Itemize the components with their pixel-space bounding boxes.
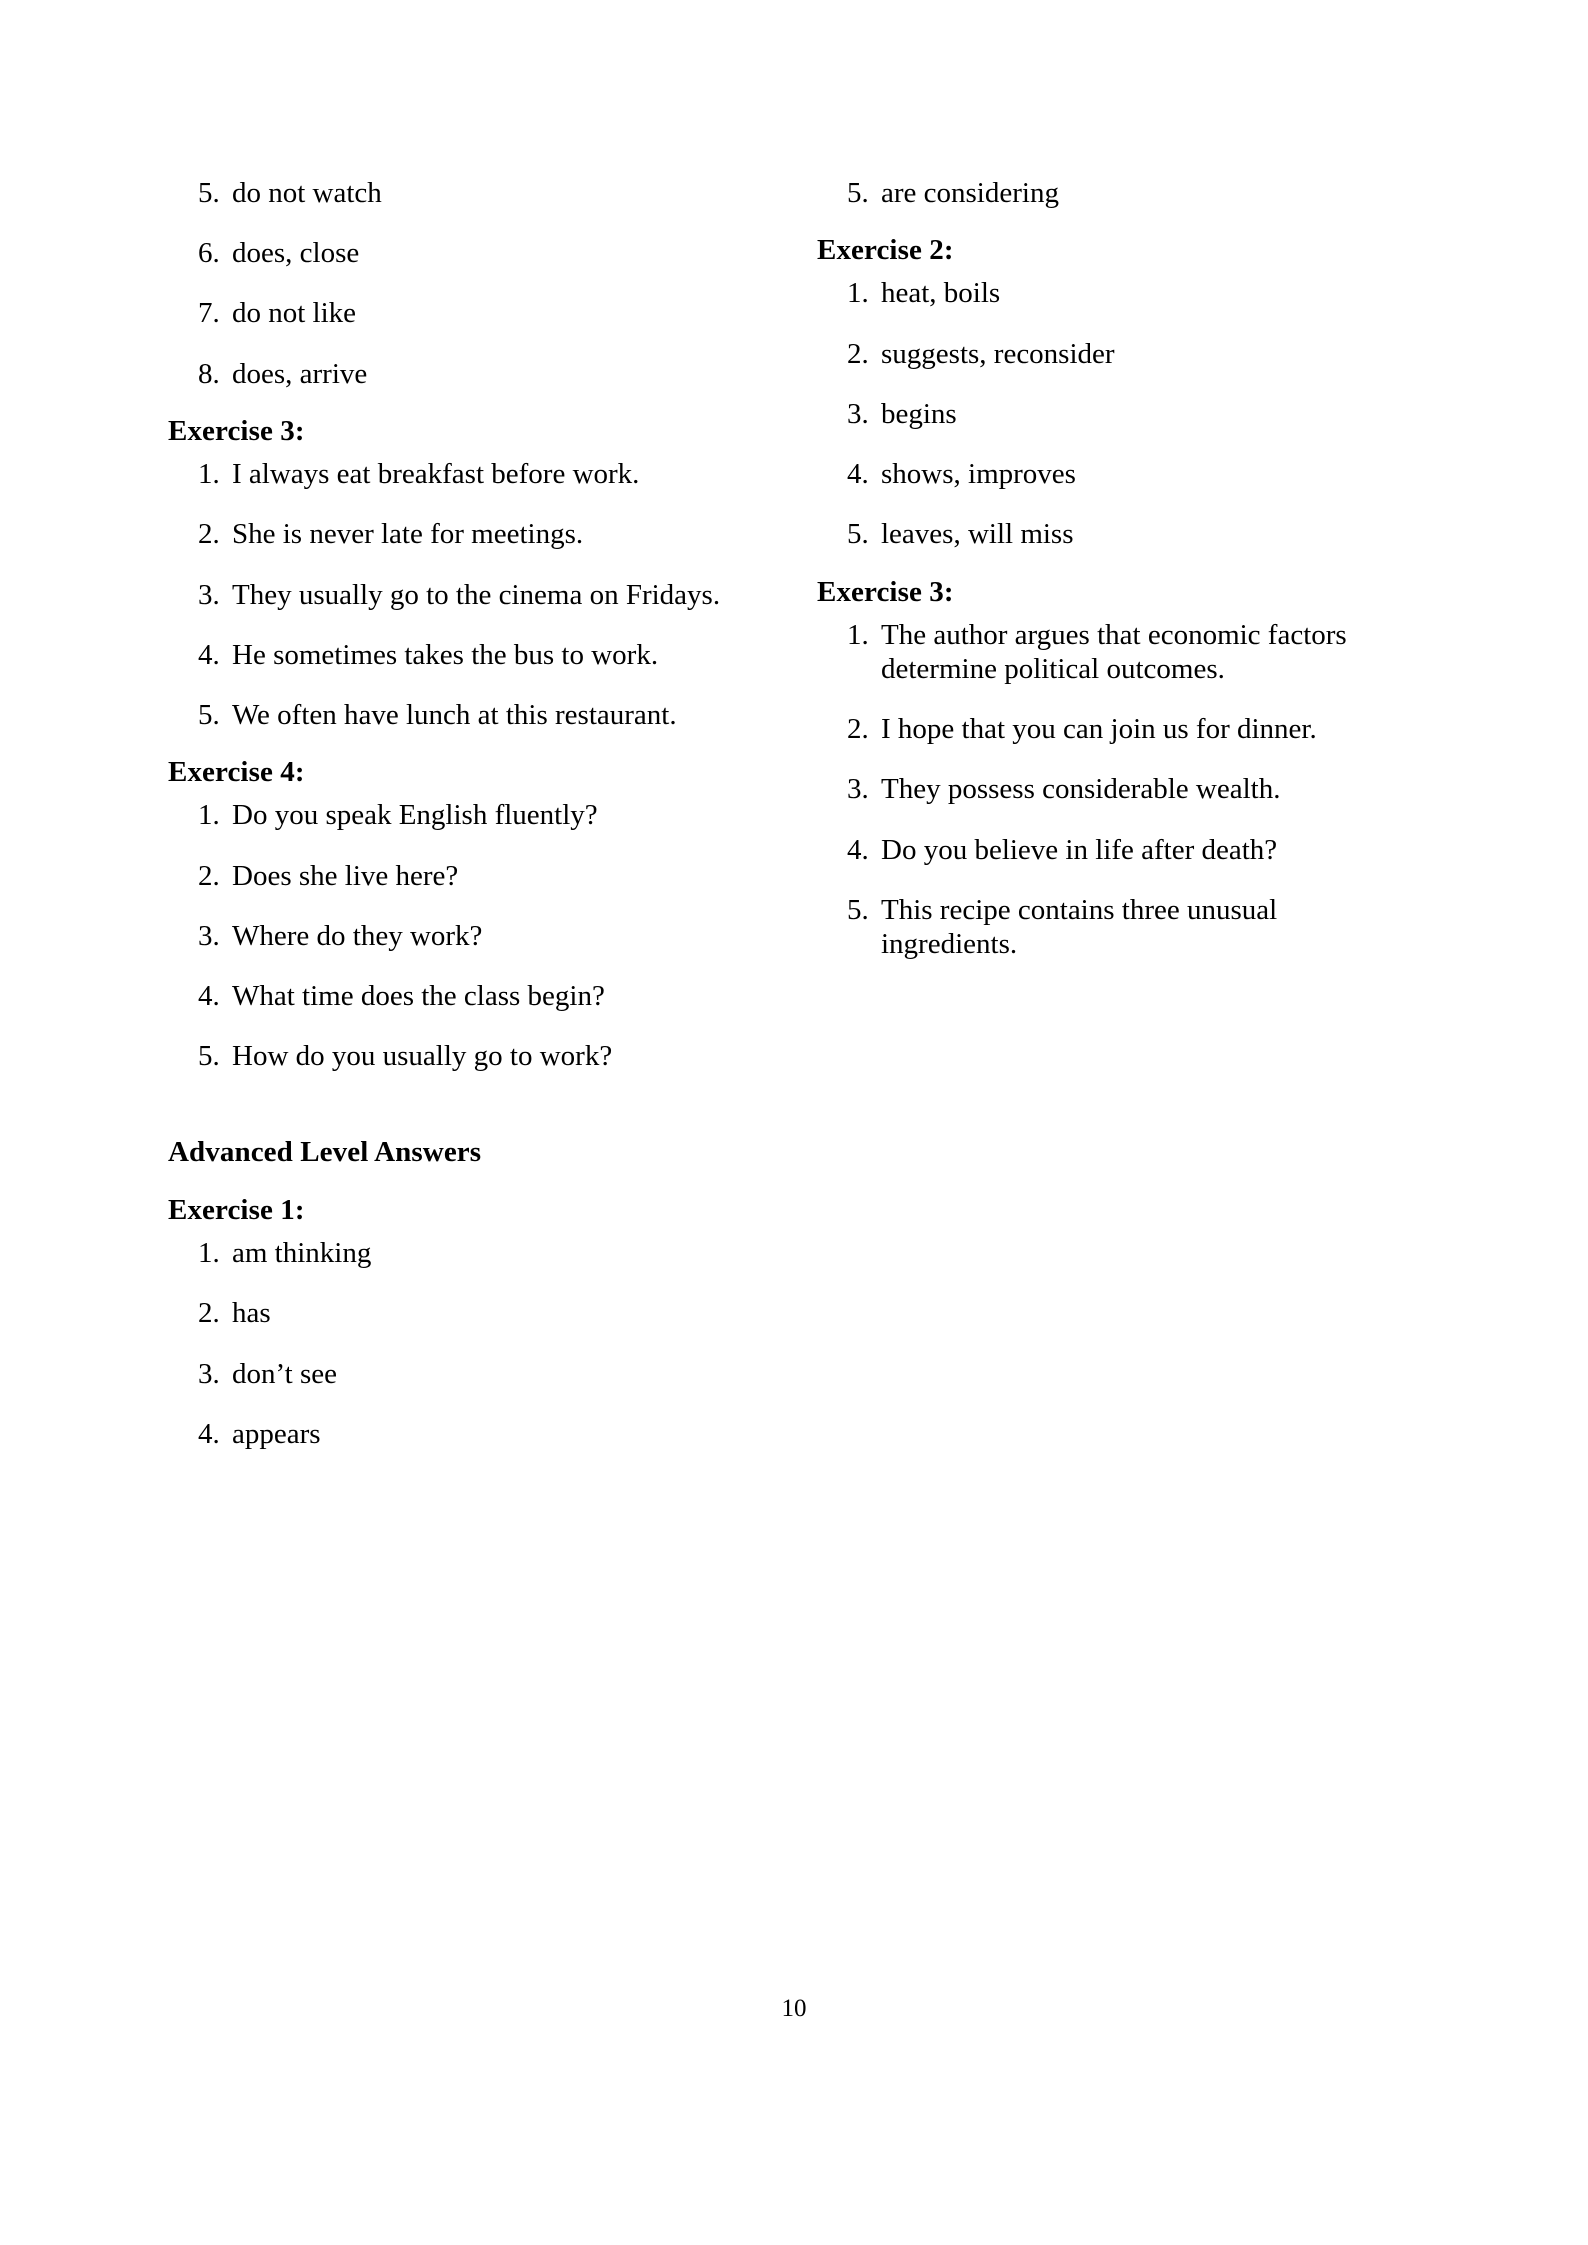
right-column — [817, 176, 1417, 961]
list-item — [168, 236, 768, 270]
list-item-text: don’t see — [232, 1357, 337, 1390]
list-item-number: 3. — [198, 578, 220, 611]
list-item — [168, 517, 768, 551]
answer-list-exercise-3-right — [817, 618, 1417, 962]
list-item — [817, 397, 1417, 431]
page-number: 10 — [781, 1995, 807, 2022]
answer-list-exercise-2-right — [817, 276, 1417, 551]
list-item-number: 8. — [198, 357, 220, 390]
list-item — [168, 798, 768, 832]
list-item-text: begins — [881, 397, 957, 430]
list-item-number: 6. — [198, 237, 220, 270]
list-item — [168, 357, 768, 391]
list-item-number: 5. — [847, 518, 869, 551]
list-item-text: I always eat breakfast before work. — [232, 458, 640, 491]
list-item-number: 5. — [198, 1040, 220, 1073]
list-item — [168, 1039, 768, 1073]
list-item-text: are considering — [881, 177, 1059, 209]
list-item — [817, 276, 1417, 310]
list-item-number: 1. — [198, 1237, 220, 1270]
list-item-number: 4. — [198, 1417, 220, 1450]
list-item — [817, 618, 1417, 686]
list-item — [168, 979, 768, 1013]
heading-exercise-3-right: Exercise 3: — [817, 575, 954, 608]
list-item — [817, 833, 1417, 867]
list-item — [817, 712, 1417, 746]
list-item-text: appears — [232, 1417, 321, 1450]
list-item-number: 1. — [847, 277, 869, 310]
list-item-text: Does she live here? — [232, 859, 459, 892]
list-item — [168, 1236, 768, 1270]
answer-list-exercise-3-left — [168, 457, 768, 732]
list-item-number: 3. — [847, 773, 869, 806]
list-item-number: 4. — [198, 980, 220, 1013]
heading-exercise-4-left: Exercise 4: — [168, 756, 305, 789]
list-item — [817, 176, 1417, 210]
heading-exercise-2-right: Exercise 2: — [817, 234, 954, 267]
list-item — [168, 457, 768, 491]
list-item-number: 4. — [198, 638, 220, 671]
answer-list-exercise-4-left — [168, 798, 768, 1073]
list-item — [168, 176, 768, 210]
list-item-text: Do you believe in life after death? — [881, 833, 1278, 866]
list-item — [168, 859, 768, 893]
list-item — [168, 578, 768, 612]
list-item-number: 3. — [198, 1357, 220, 1390]
list-item-text: does, close — [232, 237, 360, 270]
list-item-text: does, arrive — [232, 357, 368, 390]
list-item-number: 3. — [198, 919, 220, 952]
list-item-text: do not watch — [232, 177, 382, 209]
answer-list-continued-left — [168, 176, 768, 391]
list-item — [168, 698, 768, 732]
list-item — [817, 772, 1417, 806]
list-item-number: 2. — [198, 1297, 220, 1330]
list-item-text: She is never late for meetings. — [232, 518, 584, 551]
list-item-number: 7. — [198, 297, 220, 330]
list-item-text: has — [232, 1297, 271, 1330]
list-item-text: What time does the class begin? — [232, 980, 605, 1013]
list-item-text: They possess considerable wealth. — [881, 773, 1281, 806]
list-item-number: 3. — [847, 397, 869, 430]
list-item — [817, 457, 1417, 491]
answer-list-advanced-exercise-1 — [168, 1236, 768, 1451]
list-item-text: leaves, will miss — [881, 518, 1074, 551]
list-item — [168, 919, 768, 953]
list-item-number: 4. — [847, 458, 869, 491]
list-item-text: He sometimes takes the bus to work. — [232, 638, 659, 671]
list-item-number: 1. — [847, 618, 869, 651]
list-item-text: heat, boils — [881, 277, 1001, 310]
list-item — [168, 1296, 768, 1330]
list-item-number: 4. — [847, 833, 869, 866]
list-item-text: We often have lunch at this restaurant. — [232, 699, 677, 731]
list-item-number: 5. — [847, 893, 869, 926]
list-item-text: suggests, reconsider — [881, 337, 1115, 370]
list-item — [168, 1417, 768, 1451]
list-item-text: They usually go to the cinema on Fridays. — [232, 578, 721, 611]
list-item-text: I hope that you can join us for dinner. — [881, 713, 1317, 746]
answer-list-continued-right — [817, 176, 1417, 210]
list-item-text: How do you usually go to work? — [232, 1040, 613, 1073]
list-item-number: 5. — [847, 177, 869, 209]
list-item — [168, 638, 768, 672]
left-column — [168, 176, 768, 1451]
heading-exercise-3-left: Exercise 3: — [168, 414, 305, 447]
list-item-text: Do you speak English fluently? — [232, 799, 598, 832]
list-item-number: 2. — [847, 713, 869, 746]
list-item-number: 1. — [198, 799, 220, 832]
list-item-number: 1. — [198, 458, 220, 491]
list-item-number: 2. — [847, 337, 869, 370]
list-item-text: am thinking — [232, 1237, 372, 1270]
list-item-number: 2. — [198, 518, 220, 551]
heading-advanced-exercise-1: Exercise 1: — [168, 1193, 305, 1226]
list-item-number: 2. — [198, 859, 220, 892]
list-item — [817, 517, 1417, 551]
list-item-text: Where do they work? — [232, 919, 483, 952]
list-item-text: do not like — [232, 297, 357, 330]
heading-advanced-level-answers: Advanced Level Answers — [168, 1135, 482, 1168]
list-item-text: This recipe contains three unusual ingredients. — [881, 893, 1278, 961]
list-item — [817, 893, 1417, 961]
list-item-number: 5. — [198, 699, 220, 731]
list-item — [817, 337, 1417, 371]
list-item-number: 5. — [198, 177, 220, 209]
list-item — [168, 296, 768, 330]
list-item-text: The author argues that economic factors determine political outcomes. — [881, 618, 1347, 686]
list-item — [168, 1357, 768, 1391]
list-item-text: shows, improves — [881, 458, 1076, 491]
